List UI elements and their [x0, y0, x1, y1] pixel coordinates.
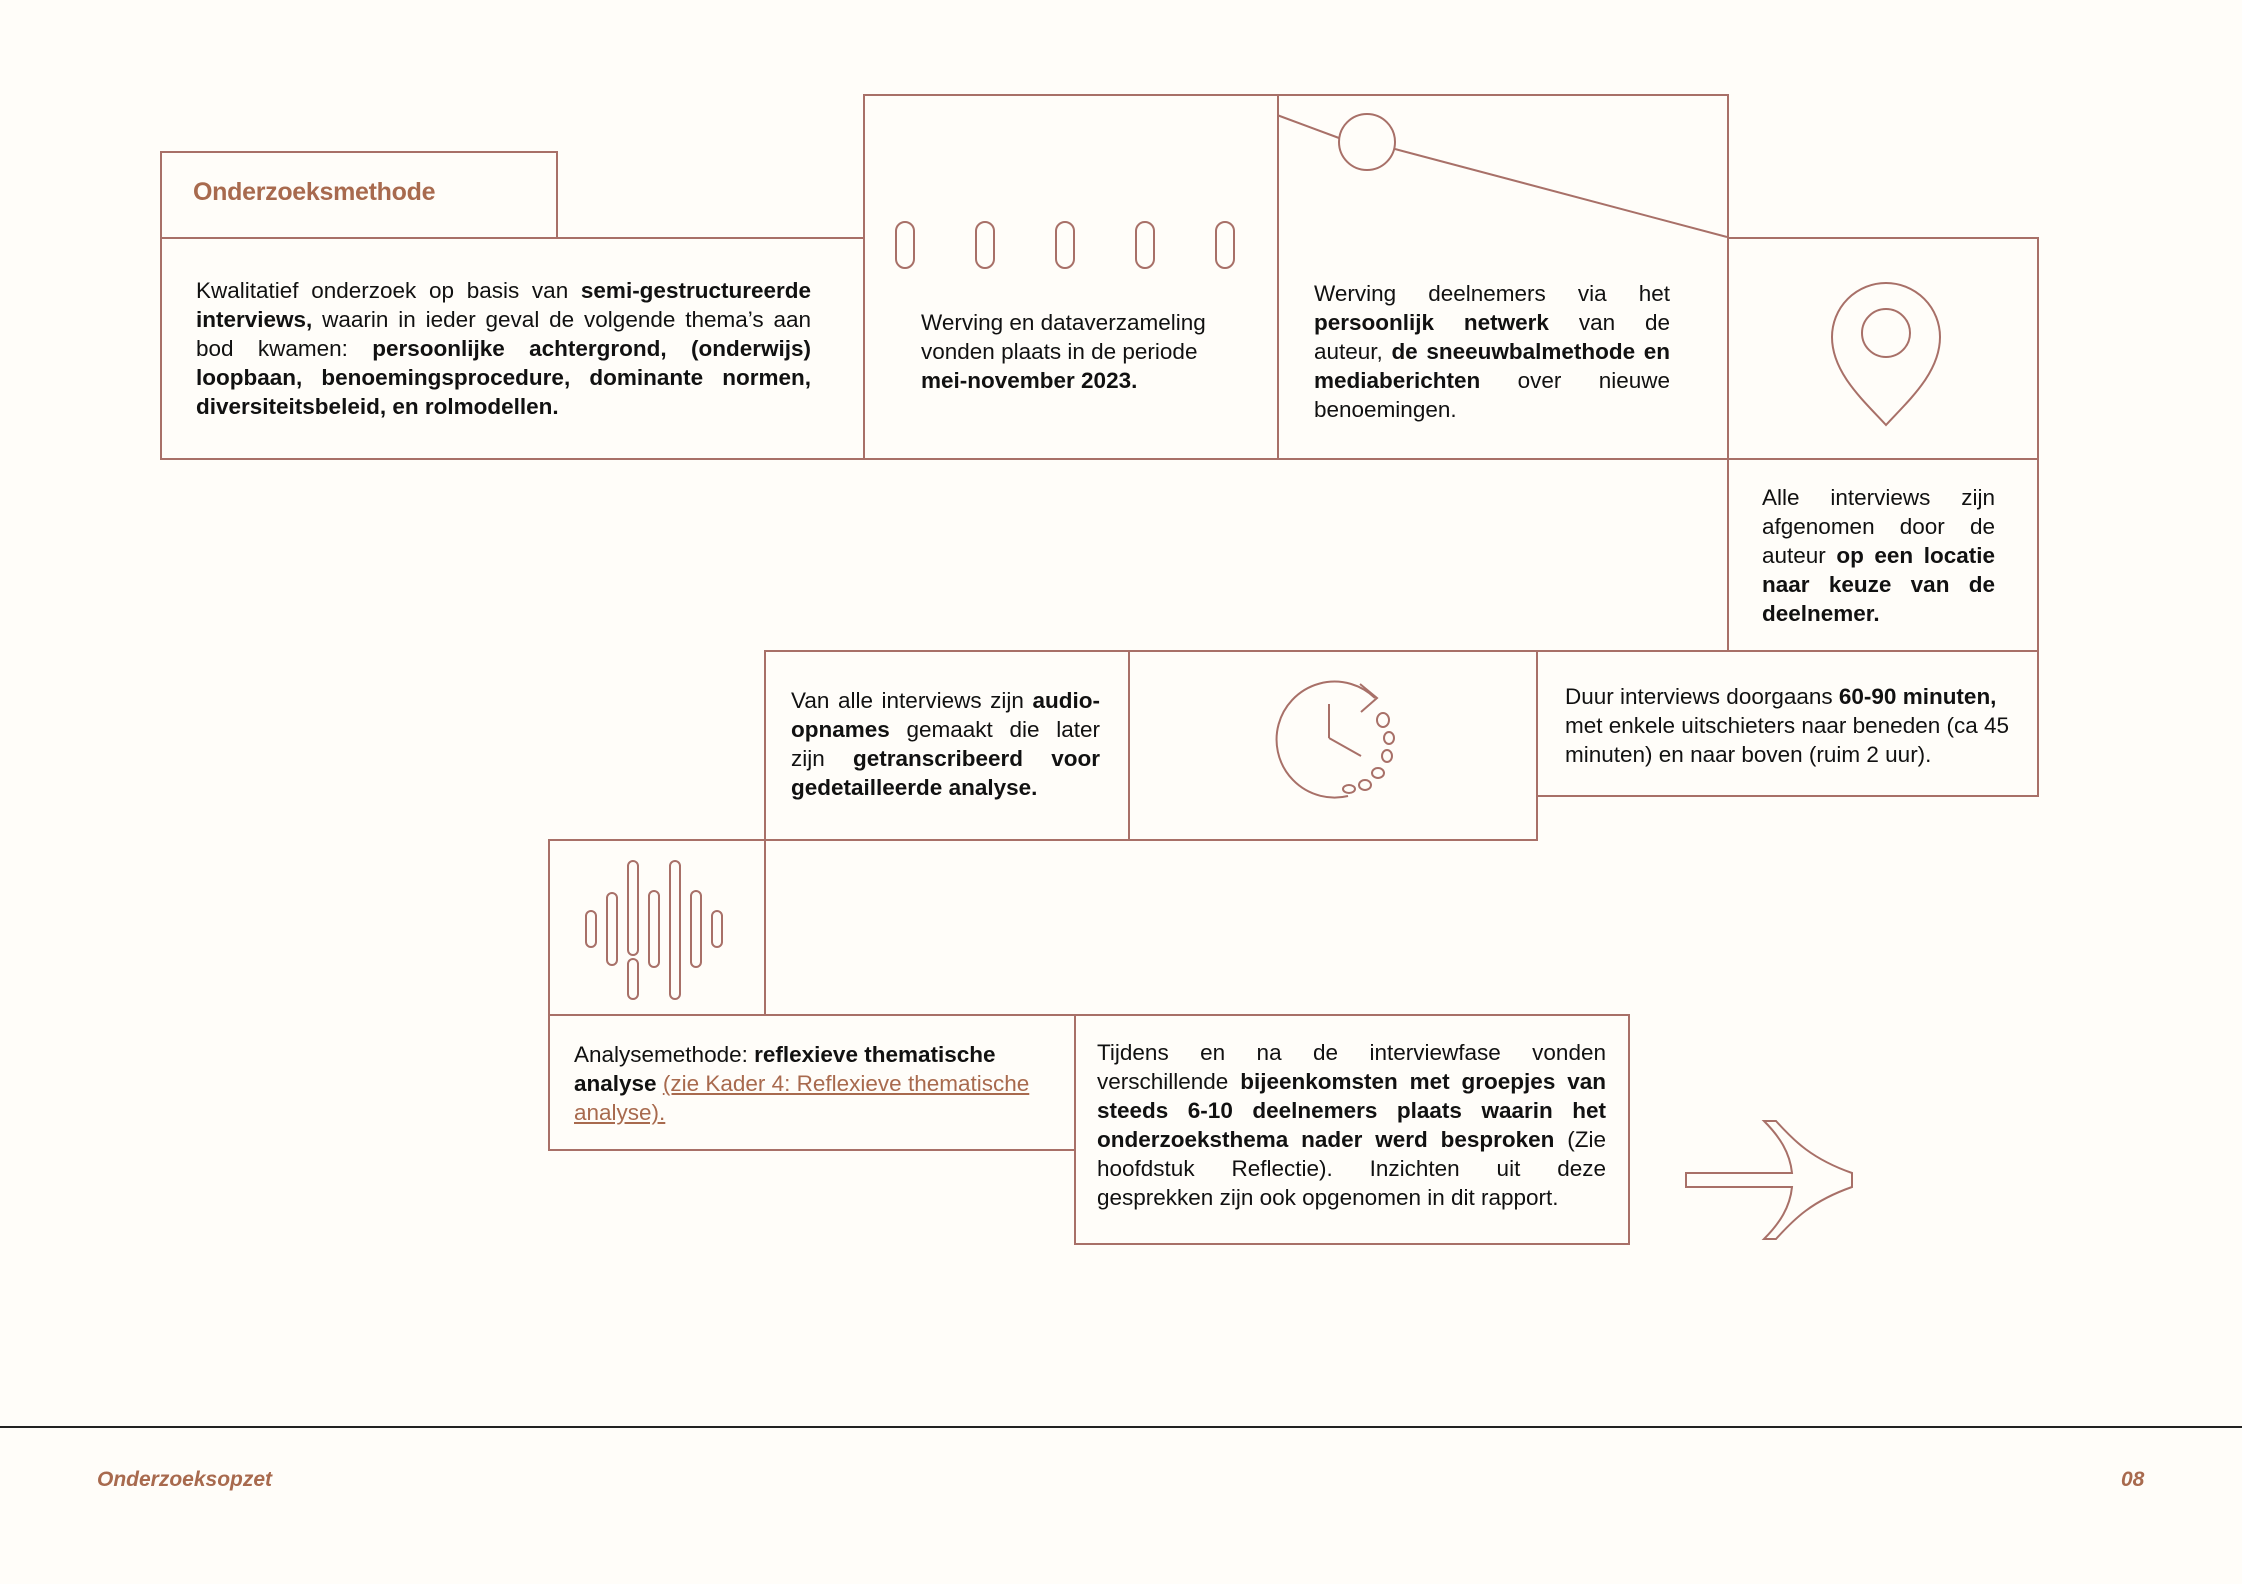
method-text [196, 276, 811, 421]
meetings-text [1097, 1038, 1606, 1212]
analysis-text [574, 1040, 1044, 1127]
duration-text-2: met enkele uitschieters naar beneden (ca 45 minuten) en naar boven (ruim 2 uur). [1565, 713, 2010, 767]
recording-text [791, 686, 1100, 802]
period-text-1: Werving en dataverzameling vonden plaats in de periode [921, 310, 1206, 364]
method-text-2: waarin in ieder geval de volgende thema’s aan bod kwamen: [196, 307, 811, 361]
meetings-text-2: (Zie hoofdstuk Reflectie). Inzichten uit deze gesprekken zijn ook opgenomen in dit rapport. [1097, 1127, 1606, 1210]
period-text [921, 308, 1241, 395]
method-bold-1: semi-gestructureerde interviews, [196, 278, 811, 332]
duration-bold-1: 60-90 minuten, [1838, 684, 1997, 709]
page-title: Onderzoeksmethode [193, 178, 436, 206]
method-text-1: Kwalitatief onderzoek op basis van [196, 278, 581, 303]
duration-text [1565, 682, 2020, 769]
method-bold-2: persoonlijke achtergrond, (onderwijs) loopbaan, benoemingsprocedure, dominante normen, diversiteitsbeleid, en rolmodellen. [196, 336, 812, 419]
recruitment-bold-2: de sneeuwbalmethode en mediaberichten [1314, 339, 1670, 393]
kader-4-link[interactable]: (zie Kader 4: Reflexieve thematische analyse). [574, 1071, 1030, 1125]
page-number: 08 [2121, 1468, 2145, 1491]
sound-wave-icon [580, 855, 740, 1005]
notebook-rings-icon [870, 215, 1270, 275]
footer-divider [0, 1426, 2242, 1428]
meetings-bold-1: bijeenkomsten met groepjes van steeds 6-10 deelnemers plaats waarin het onderzoeksthema nader werd besproken [1097, 1069, 1606, 1152]
analysis-bold-1: reflexieve thematische analyse [574, 1042, 996, 1096]
arrow-right-icon [1680, 1115, 1860, 1245]
recruitment-bold-1: persoonlijk netwerk [1314, 310, 1549, 335]
recording-text-2: gemaakt die later zijn [791, 717, 1100, 771]
footer-section-title: Onderzoeksopzet [97, 1468, 273, 1491]
recruitment-text [1314, 279, 1670, 424]
meetings-text-1: Tijdens en na de interviewfase vonden verschillende [1097, 1040, 1606, 1094]
duration-text-1: Duur interviews doorgaans [1565, 684, 1839, 709]
recruitment-text-3: over nieuwe benoemingen. [1314, 368, 1670, 422]
recording-bold-1: audio-opnames [791, 688, 1100, 742]
location-pin-icon [1826, 273, 1946, 433]
period-box [863, 94, 1279, 460]
period-bold-1: mei-november 2023. [921, 368, 1138, 393]
clock-timer-icon [1265, 670, 1405, 810]
recruitment-text-2: van de auteur, [1314, 310, 1670, 364]
analysis-text-1: Analysemethode: [574, 1042, 755, 1067]
recruitment-text-1: Werving deelnemers via het [1314, 281, 1670, 306]
recording-text-1: Van alle interviews zijn [791, 688, 1033, 713]
location-text [1762, 483, 1995, 628]
pendulum-icon [1277, 94, 1729, 244]
recording-bold-2: getranscribeerd voor gedetailleerde analyse. [791, 746, 1100, 800]
location-bold-1: op een locatie naar keuze van de deelnemer. [1762, 543, 1995, 626]
location-text-1: Alle interviews zijn afgenomen door de auteur [1762, 485, 1995, 568]
